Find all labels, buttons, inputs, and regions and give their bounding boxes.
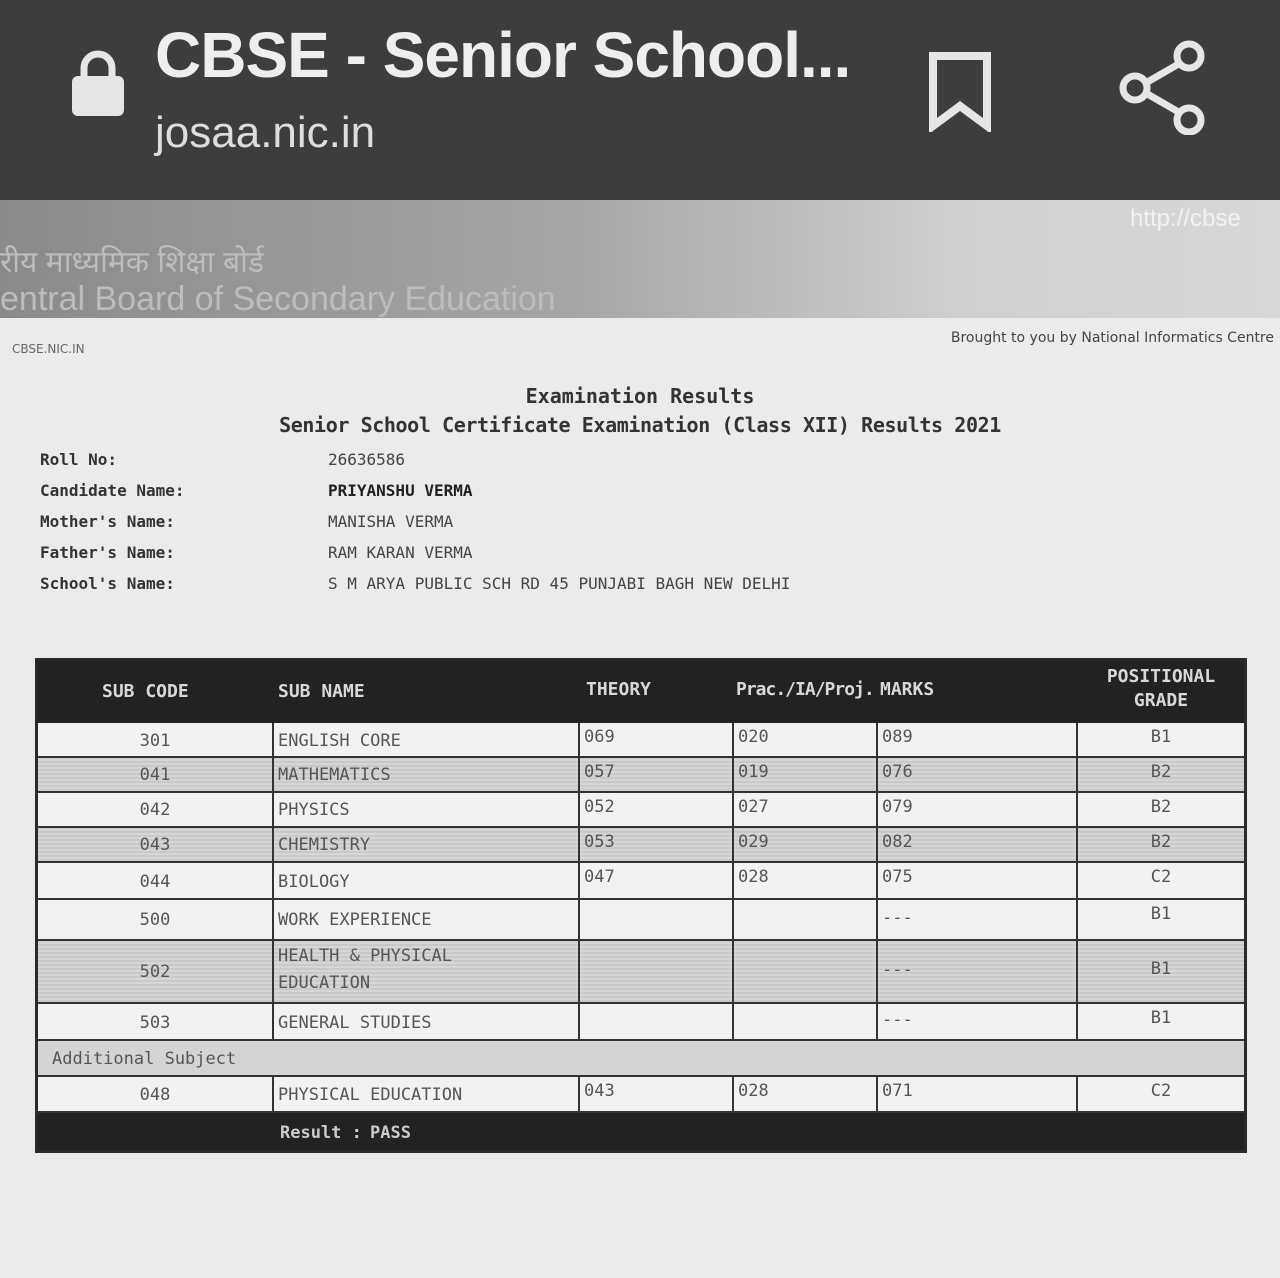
sub-code: 043 xyxy=(139,835,171,855)
theory-cell xyxy=(580,1004,734,1039)
header-grade-line1: POSITIONAL xyxy=(1106,666,1216,687)
practical-cell xyxy=(734,828,878,861)
table-row xyxy=(38,723,1244,758)
header-grade xyxy=(1078,665,1244,713)
theory-cell xyxy=(580,863,734,898)
marks-cell xyxy=(878,723,1078,756)
header-sub-code: SUB CODE xyxy=(102,681,189,702)
browser-top-bar xyxy=(0,0,1280,200)
sub-code-cell xyxy=(38,900,274,939)
table-row xyxy=(38,793,1244,828)
candidate-name-label: Candidate Name: xyxy=(40,481,185,500)
sub-name: BIOLOGY xyxy=(278,872,350,892)
table-row xyxy=(38,863,1244,900)
theory-cell xyxy=(580,723,734,756)
theory-cell xyxy=(580,828,734,861)
header-theory: THEORY xyxy=(586,679,652,700)
theory-marks: 057 xyxy=(584,762,615,782)
bookmark-icon[interactable] xyxy=(925,50,995,132)
site-tag: CBSE.NIC.IN xyxy=(12,342,85,356)
grade-cell xyxy=(1078,941,1244,1002)
sub-name-cell xyxy=(274,900,580,939)
table-row xyxy=(38,828,1244,863)
practical-marks: 019 xyxy=(738,762,769,782)
total-marks: --- xyxy=(882,1010,913,1030)
sub-name: MATHEMATICS xyxy=(278,765,391,785)
practical-cell xyxy=(734,1004,878,1039)
marks-cell xyxy=(878,941,1078,1002)
sub-code: 048 xyxy=(139,1085,171,1105)
candidate-name-value: PRIYANSHU VERMA xyxy=(328,481,473,500)
sub-code-cell xyxy=(38,1004,274,1039)
grade-cell xyxy=(1078,1004,1244,1039)
sub-name-cell xyxy=(274,1004,580,1039)
practical-cell xyxy=(734,758,878,791)
sub-code: 042 xyxy=(139,800,171,820)
practical-marks: 028 xyxy=(738,1081,769,1101)
father-name-label: Father's Name: xyxy=(40,543,175,562)
practical-cell xyxy=(734,863,878,898)
sub-code: 301 xyxy=(139,731,171,751)
sub-code-cell xyxy=(38,941,274,1002)
table-row xyxy=(38,1004,1244,1041)
sub-name: WORK EXPERIENCE xyxy=(278,910,432,930)
sub-name: GENERAL STUDIES xyxy=(278,1013,432,1033)
positional-grade: B2 xyxy=(1150,797,1172,817)
sub-name-line1: HEALTH & PHYSICAL xyxy=(278,946,452,966)
positional-grade: B1 xyxy=(1150,727,1172,747)
table-header xyxy=(38,661,1244,723)
positional-grade: B2 xyxy=(1150,762,1172,782)
sub-name: PHYSICS xyxy=(278,800,350,820)
sub-code-cell xyxy=(38,723,274,756)
positional-grade: B1 xyxy=(1150,1008,1172,1028)
sub-code-cell xyxy=(38,758,274,791)
sub-name-cell xyxy=(274,723,580,756)
banner-hindi-text: रीय माध्यमिक शिक्षा बोर्ड xyxy=(0,246,264,279)
theory-cell xyxy=(580,758,734,791)
theory-cell xyxy=(580,1077,734,1111)
roll-row xyxy=(40,450,1240,476)
results-table xyxy=(35,658,1247,1153)
lock-icon xyxy=(70,48,126,118)
practical-marks: 028 xyxy=(738,867,769,887)
sub-name-cell xyxy=(274,1077,580,1111)
sub-code: 502 xyxy=(139,962,171,982)
sub-code-cell xyxy=(38,1077,274,1111)
exam-subtitle: Senior School Certificate Examination (Class XII) Results 2021 xyxy=(279,413,1001,437)
sub-code: 503 xyxy=(139,1013,171,1033)
sub-code-cell xyxy=(38,793,274,826)
grade-cell xyxy=(1078,723,1244,756)
banner-link[interactable]: http://cbse xyxy=(1130,205,1241,232)
table-row xyxy=(38,900,1244,941)
nic-credit: Brought to you by National Informatics Centre xyxy=(950,330,1274,346)
practical-marks: 020 xyxy=(738,727,769,747)
total-marks: --- xyxy=(882,960,913,980)
marks-cell xyxy=(878,1004,1078,1039)
roll-label: Roll No: xyxy=(40,450,118,469)
marks-cell xyxy=(878,828,1078,861)
sub-code: 041 xyxy=(139,765,171,785)
practical-cell xyxy=(734,900,878,939)
total-marks: 076 xyxy=(882,762,913,782)
positional-grade: B2 xyxy=(1150,832,1172,852)
father-name-row xyxy=(40,543,1240,569)
additional-subject-row xyxy=(38,1041,1244,1077)
practical-cell xyxy=(734,793,878,826)
sub-name: PHYSICAL EDUCATION xyxy=(278,1085,463,1105)
sub-name-cell xyxy=(274,828,580,861)
practical-cell xyxy=(734,941,878,1002)
school-name-label: School's Name: xyxy=(40,574,175,593)
table-row xyxy=(38,941,1244,1004)
grade-cell xyxy=(1078,793,1244,826)
total-marks: 079 xyxy=(882,797,913,817)
theory-marks: 053 xyxy=(584,832,615,852)
marks-cell xyxy=(878,1077,1078,1111)
url-text[interactable]: josaa.nic.in xyxy=(155,108,376,157)
positional-grade: C2 xyxy=(1150,1081,1172,1101)
roll-value: 26636586 xyxy=(328,450,406,469)
result-footer xyxy=(38,1113,1244,1150)
exam-title: Examination Results xyxy=(525,384,755,408)
positional-grade: B1 xyxy=(1150,959,1172,979)
header-marks: MARKS xyxy=(880,679,935,700)
marks-cell xyxy=(878,900,1078,939)
practical-marks: 027 xyxy=(738,797,769,817)
grade-cell xyxy=(1078,863,1244,898)
sub-name: ENGLISH CORE xyxy=(278,731,401,751)
header-practical: Prac./IA/Proj. xyxy=(736,679,874,700)
school-name-value: S M ARYA PUBLIC SCH RD 45 PUNJABI BAGH NEW DELHI xyxy=(328,574,791,593)
theory-marks: 069 xyxy=(584,727,615,747)
school-name-row xyxy=(40,574,1240,600)
theory-marks: 052 xyxy=(584,797,615,817)
sub-name: CHEMISTRY xyxy=(278,835,371,855)
page-title: CBSE - Senior School... xyxy=(155,19,851,91)
grade-cell xyxy=(1078,828,1244,861)
total-marks: --- xyxy=(882,908,913,928)
table-row xyxy=(38,1077,1244,1113)
total-marks: 089 xyxy=(882,727,913,747)
header-sub-name: SUB NAME xyxy=(278,681,365,702)
theory-cell xyxy=(580,900,734,939)
sub-code-cell xyxy=(38,863,274,898)
share-icon[interactable] xyxy=(1115,40,1210,135)
result-value: PASS xyxy=(370,1123,411,1143)
grade-cell xyxy=(1078,758,1244,791)
practical-marks: 029 xyxy=(738,832,769,852)
positional-grade: B1 xyxy=(1150,904,1172,924)
sub-code: 044 xyxy=(139,872,171,892)
mother-name-value: MANISHA VERMA xyxy=(328,512,454,531)
sub-name-line2: EDUCATION xyxy=(278,973,371,993)
sub-code-cell xyxy=(38,828,274,861)
mother-name-label: Mother's Name: xyxy=(40,512,175,531)
banner-english-text: entral Board of Secondary Education xyxy=(0,280,556,318)
sub-name-cell xyxy=(274,863,580,898)
total-marks: 075 xyxy=(882,867,913,887)
mother-name-row xyxy=(40,512,1240,538)
marks-cell xyxy=(878,863,1078,898)
additional-subject-label: Additional Subject xyxy=(52,1049,237,1069)
theory-marks: 047 xyxy=(584,867,615,887)
theory-cell xyxy=(580,793,734,826)
header-grade-line2: GRADE xyxy=(1133,690,1189,711)
total-marks: 071 xyxy=(882,1081,913,1101)
grade-cell xyxy=(1078,1077,1244,1111)
sub-name-cell xyxy=(274,941,580,1002)
total-marks: 082 xyxy=(882,832,913,852)
grade-cell xyxy=(1078,900,1244,939)
sub-name-cell xyxy=(274,758,580,791)
table-row xyxy=(38,758,1244,793)
theory-marks: 043 xyxy=(584,1081,615,1101)
sub-code: 500 xyxy=(139,910,171,930)
positional-grade: C2 xyxy=(1150,867,1172,887)
father-name-value: RAM KARAN VERMA xyxy=(328,543,473,562)
marks-cell xyxy=(878,793,1078,826)
result-label: Result : xyxy=(280,1123,362,1143)
sub-name-cell xyxy=(274,793,580,826)
theory-cell xyxy=(580,941,734,1002)
practical-cell xyxy=(734,1077,878,1111)
practical-cell xyxy=(734,723,878,756)
candidate-name-row xyxy=(40,481,1240,507)
marks-cell xyxy=(878,758,1078,791)
